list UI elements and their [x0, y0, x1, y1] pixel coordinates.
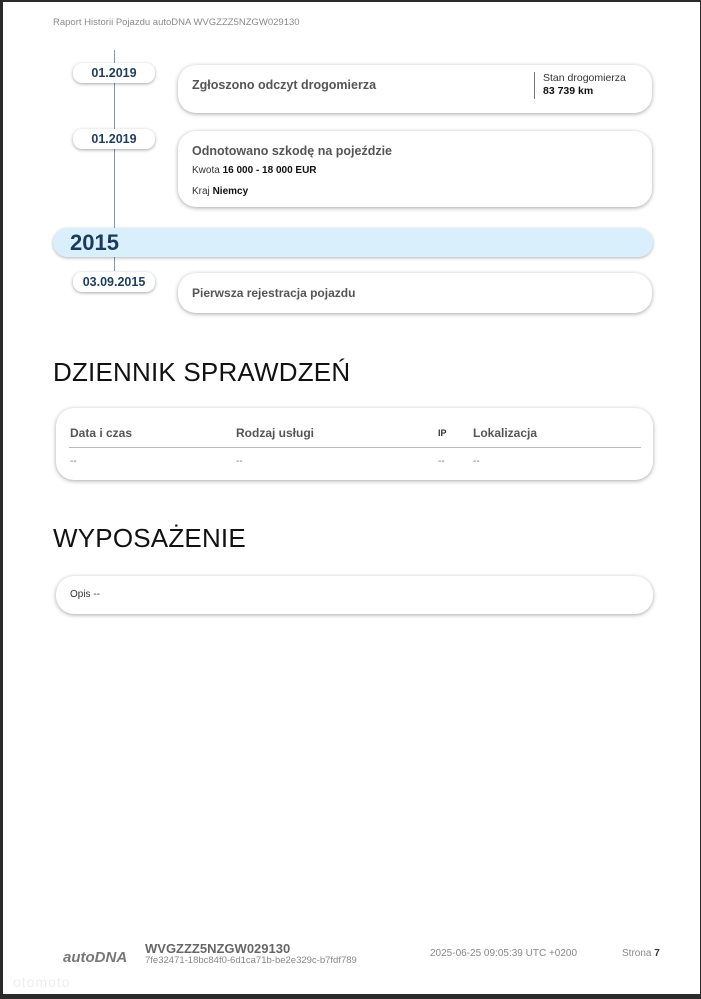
page-number-value: 7 — [654, 948, 660, 959]
event-title: Pierwsza rejestracja pojazdu — [192, 286, 356, 300]
watermark: otomoto — [13, 974, 71, 990]
cell-service: -- — [236, 456, 243, 467]
cell-location: -- — [473, 456, 480, 467]
event-date-badge: 01.2019 — [73, 129, 155, 149]
event-date-badge: 03.09.2015 — [73, 272, 155, 292]
damage-amount — [192, 165, 317, 176]
event-title: Zgłoszono odczyt drogomierza — [192, 78, 377, 92]
damage-event-card — [178, 131, 652, 207]
country-value: Niemcy — [212, 186, 249, 197]
year-marker-bar — [53, 228, 653, 257]
equipment-heading: WYPOSAŻENIE — [53, 523, 246, 553]
registration-event-card — [178, 273, 652, 313]
cell-ip: -- — [438, 456, 445, 467]
event-date-badge: 01.2019 — [73, 63, 155, 83]
amount-label: Kwota — [192, 165, 220, 176]
odometer-event-card — [178, 65, 652, 113]
odometer-block — [534, 72, 626, 99]
check-log-table — [56, 408, 653, 480]
odometer-value: 83 739 km — [543, 85, 594, 97]
description-value: -- — [93, 589, 101, 600]
table-divider — [69, 447, 641, 448]
equipment-card — [56, 576, 653, 614]
event-title: Odnotowano szkodę na pojeździe — [192, 144, 393, 158]
cell-datetime: -- — [70, 456, 77, 467]
column-header-location: Lokalizacja — [473, 426, 538, 440]
description-label: Opis — [70, 589, 91, 600]
report-page — [3, 2, 700, 994]
country-label: Kraj — [192, 186, 210, 197]
footer-vin: WVGZZZ5NZGW029130 — [145, 941, 291, 956]
year-label: 2015 — [70, 230, 119, 255]
column-header-service: Rodzaj usługi — [236, 426, 314, 440]
timeline-line — [114, 257, 115, 271]
footer-hash: 7fe32471-18bc84f0-6d1ca71b-be2e329c-b7fdf789 — [145, 955, 357, 966]
running-header: Raport Historii Pojazdu autoDNA WVGZZZ5NZGW029130 — [53, 17, 300, 28]
page-number — [622, 948, 660, 959]
equipment-description — [70, 589, 100, 600]
page-label: Strona — [622, 948, 652, 959]
footer-timestamp: 2025-06-25 09:05:39 UTC +0200 — [430, 948, 578, 959]
odometer-label: Stan drogomierza — [543, 72, 626, 84]
damage-country — [192, 186, 248, 197]
autodna-logo: autoDNA — [63, 949, 128, 966]
amount-value: 16 000 - 18 000 EUR — [222, 165, 317, 176]
check-log-heading: DZIENNIK SPRAWDZEŃ — [53, 357, 351, 387]
column-header-datetime: Data i czas — [70, 426, 133, 440]
column-header-ip: IP — [438, 428, 447, 438]
